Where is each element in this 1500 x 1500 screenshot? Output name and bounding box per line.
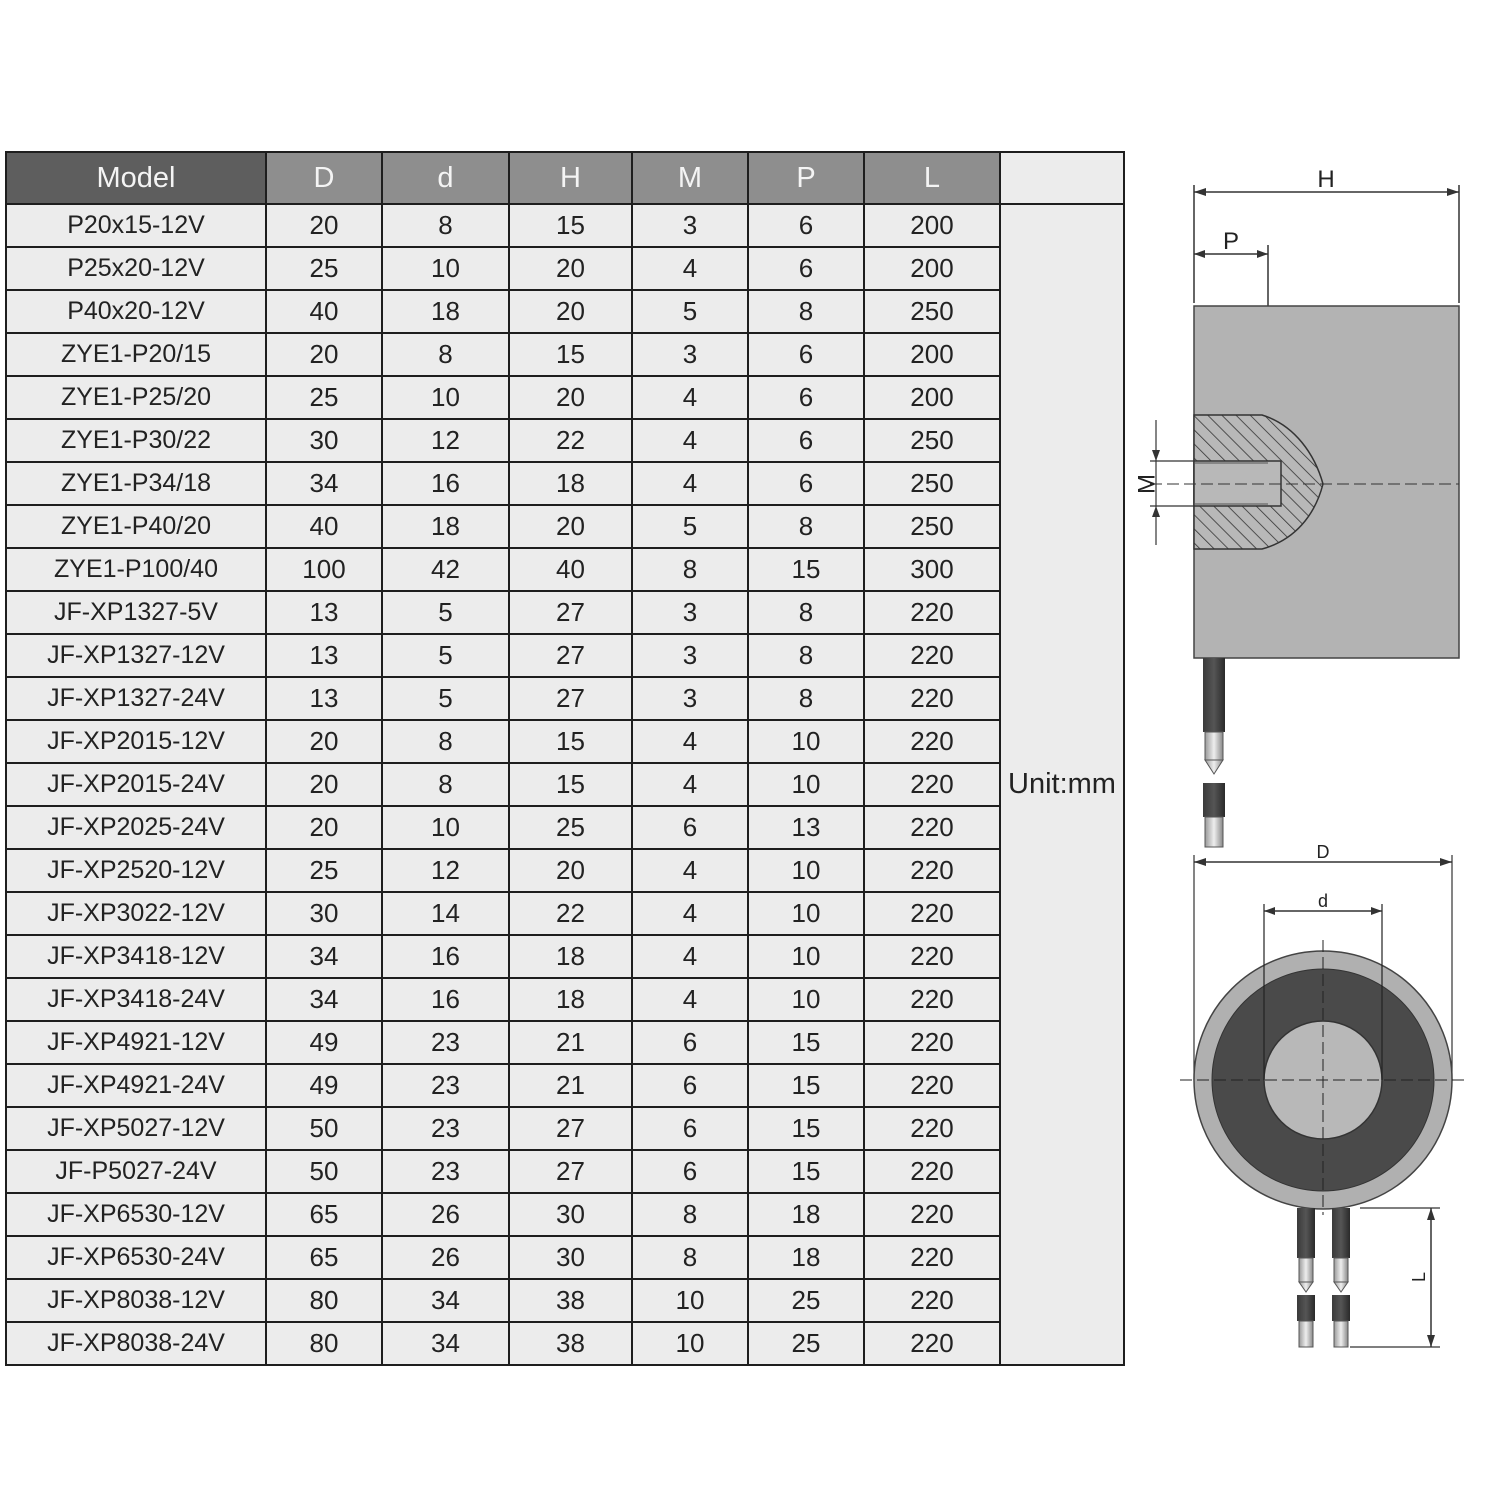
cell-M: 4 — [632, 892, 748, 935]
cell-P: 10 — [748, 849, 864, 892]
cell-D: 50 — [266, 1107, 382, 1150]
cell-D: 20 — [266, 806, 382, 849]
cell-H: 21 — [509, 1021, 632, 1064]
cell-P: 8 — [748, 677, 864, 720]
cell-M: 8 — [632, 548, 748, 591]
cell-M: 8 — [632, 1236, 748, 1279]
header-P: P — [748, 152, 864, 204]
cell-P: 15 — [748, 1064, 864, 1107]
cell-D: 49 — [266, 1021, 382, 1064]
table-row — [6, 290, 1124, 333]
label-D: D — [1316, 842, 1330, 862]
cell-D: 40 — [266, 290, 382, 333]
cell-H: 30 — [509, 1193, 632, 1236]
cell-d: 34 — [382, 1279, 509, 1322]
label-P: P — [1222, 228, 1240, 255]
cell-D: 34 — [266, 935, 382, 978]
cell-H: 18 — [509, 462, 632, 505]
cell-L: 200 — [864, 376, 1000, 419]
cell-L: 220 — [864, 763, 1000, 806]
cell-L: 220 — [864, 1021, 1000, 1064]
cell-L: 220 — [864, 1064, 1000, 1107]
cell-D: 20 — [266, 763, 382, 806]
cell-d: 23 — [382, 1021, 509, 1064]
cell-M: 6 — [632, 1064, 748, 1107]
cell-d: 10 — [382, 806, 509, 849]
table-row — [6, 247, 1124, 290]
label-H: H — [1317, 166, 1335, 193]
cell-H: 22 — [509, 892, 632, 935]
cell-D: 49 — [266, 1064, 382, 1107]
cell-H: 27 — [509, 634, 632, 677]
cell-d: 8 — [382, 204, 509, 247]
cell-L: 220 — [864, 677, 1000, 720]
cell-D: 25 — [266, 376, 382, 419]
cell-P: 10 — [748, 935, 864, 978]
table-row — [6, 720, 1124, 763]
cell-d: 18 — [382, 290, 509, 333]
cell-P: 8 — [748, 290, 864, 333]
cell-H: 27 — [509, 1150, 632, 1193]
cell-H: 15 — [509, 763, 632, 806]
table-row — [6, 505, 1124, 548]
cell-M: 5 — [632, 290, 748, 333]
cell-L: 220 — [864, 1279, 1000, 1322]
cell-P: 18 — [748, 1236, 864, 1279]
cell-model: ZYE1-P34/18 — [6, 462, 266, 505]
cell-D: 80 — [266, 1322, 382, 1365]
label-M: M — [1133, 474, 1161, 494]
cell-P: 6 — [748, 204, 864, 247]
cell-model: ZYE1-P25/20 — [6, 376, 266, 419]
cell-P: 10 — [748, 720, 864, 763]
cell-M: 6 — [632, 1107, 748, 1150]
header-d: d — [382, 152, 509, 204]
table-row — [6, 1107, 1124, 1150]
cell-D: 40 — [266, 505, 382, 548]
cell-M: 4 — [632, 462, 748, 505]
cell-model: JF-P5027-24V — [6, 1150, 266, 1193]
cell-M: 6 — [632, 806, 748, 849]
cell-D: 34 — [266, 462, 382, 505]
cell-L: 220 — [864, 634, 1000, 677]
cell-H: 15 — [509, 333, 632, 376]
table-row — [6, 462, 1124, 505]
cell-d: 8 — [382, 763, 509, 806]
cell-P: 6 — [748, 419, 864, 462]
cell-d: 12 — [382, 419, 509, 462]
cell-M: 3 — [632, 333, 748, 376]
cell-P: 15 — [748, 1150, 864, 1193]
cell-D: 34 — [266, 978, 382, 1021]
cell-H: 27 — [509, 1107, 632, 1150]
cell-model: JF-XP2015-24V — [6, 763, 266, 806]
cell-d: 23 — [382, 1150, 509, 1193]
label-d: d — [1317, 891, 1329, 911]
cell-M: 4 — [632, 720, 748, 763]
cell-L: 220 — [864, 849, 1000, 892]
cell-M: 3 — [632, 204, 748, 247]
cell-L: 250 — [864, 419, 1000, 462]
cell-H: 30 — [509, 1236, 632, 1279]
cell-D: 20 — [266, 333, 382, 376]
unit-note: Unit:mm — [1000, 204, 1124, 1365]
cell-model: P20x15-12V — [6, 204, 266, 247]
cell-d: 34 — [382, 1322, 509, 1365]
cell-D: 100 — [266, 548, 382, 591]
cell-M: 3 — [632, 677, 748, 720]
table-row — [6, 1193, 1124, 1236]
cell-D: 20 — [266, 204, 382, 247]
header-M: M — [632, 152, 748, 204]
cell-L: 220 — [864, 978, 1000, 1021]
cell-model: JF-XP6530-24V — [6, 1236, 266, 1279]
cell-M: 4 — [632, 247, 748, 290]
cell-H: 21 — [509, 1064, 632, 1107]
cell-model: P40x20-12V — [6, 290, 266, 333]
cell-d: 10 — [382, 376, 509, 419]
cell-M: 4 — [632, 849, 748, 892]
cell-D: 13 — [266, 677, 382, 720]
cell-M: 6 — [632, 1021, 748, 1064]
cell-model: JF-XP6530-12V — [6, 1193, 266, 1236]
cell-P: 15 — [748, 1021, 864, 1064]
cell-d: 26 — [382, 1236, 509, 1279]
cell-d: 18 — [382, 505, 509, 548]
cell-P: 15 — [748, 1107, 864, 1150]
table-row — [6, 376, 1124, 419]
table-row — [6, 548, 1124, 591]
cell-model: JF-XP1327-24V — [6, 677, 266, 720]
cell-d: 8 — [382, 720, 509, 763]
cell-M: 4 — [632, 376, 748, 419]
cell-P: 6 — [748, 247, 864, 290]
cell-d: 16 — [382, 462, 509, 505]
cell-L: 220 — [864, 935, 1000, 978]
cell-model: JF-XP2025-24V — [6, 806, 266, 849]
cell-P: 8 — [748, 591, 864, 634]
cell-L: 220 — [864, 1193, 1000, 1236]
cell-model: ZYE1-P30/22 — [6, 419, 266, 462]
cell-M: 4 — [632, 935, 748, 978]
cell-model: JF-XP8038-12V — [6, 1279, 266, 1322]
cell-L: 220 — [864, 806, 1000, 849]
cell-H: 40 — [509, 548, 632, 591]
cell-d: 8 — [382, 333, 509, 376]
cell-d: 5 — [382, 634, 509, 677]
cell-P: 25 — [748, 1279, 864, 1322]
cell-d: 12 — [382, 849, 509, 892]
cell-L: 250 — [864, 290, 1000, 333]
cell-P: 10 — [748, 763, 864, 806]
cell-H: 18 — [509, 978, 632, 1021]
cell-L: 250 — [864, 462, 1000, 505]
cell-D: 30 — [266, 892, 382, 935]
cell-H: 22 — [509, 419, 632, 462]
cell-M: 3 — [632, 634, 748, 677]
cell-D: 25 — [266, 849, 382, 892]
side-view — [1133, 166, 1459, 847]
header-D: D — [266, 152, 382, 204]
header-blank — [1000, 152, 1124, 204]
cell-M: 10 — [632, 1322, 748, 1365]
cell-D: 13 — [266, 634, 382, 677]
cell-D: 50 — [266, 1150, 382, 1193]
cell-d: 10 — [382, 247, 509, 290]
header-L: L — [864, 152, 1000, 204]
cell-d: 23 — [382, 1107, 509, 1150]
cell-P: 13 — [748, 806, 864, 849]
cell-P: 10 — [748, 892, 864, 935]
table-row — [6, 978, 1124, 1021]
cell-L: 250 — [864, 505, 1000, 548]
table-row — [6, 763, 1124, 806]
dimension-diagram — [1125, 150, 1495, 1370]
table-row — [6, 806, 1124, 849]
cell-L: 200 — [864, 204, 1000, 247]
cell-model: JF-XP3418-24V — [6, 978, 266, 1021]
table-row — [6, 1322, 1124, 1365]
cell-model: JF-XP1327-5V — [6, 591, 266, 634]
cell-d: 5 — [382, 677, 509, 720]
cell-model: JF-XP1327-12V — [6, 634, 266, 677]
cell-model: ZYE1-P100/40 — [6, 548, 266, 591]
cell-D: 30 — [266, 419, 382, 462]
cell-P: 25 — [748, 1322, 864, 1365]
cell-H: 18 — [509, 935, 632, 978]
table-row — [6, 333, 1124, 376]
cell-L: 300 — [864, 548, 1000, 591]
cell-model: JF-XP3022-12V — [6, 892, 266, 935]
table-row — [6, 1236, 1124, 1279]
header-H: H — [509, 152, 632, 204]
table-row — [6, 1064, 1124, 1107]
cell-L: 220 — [864, 720, 1000, 763]
cell-d: 23 — [382, 1064, 509, 1107]
table-row — [6, 419, 1124, 462]
cell-H: 20 — [509, 505, 632, 548]
cell-model: JF-XP4921-24V — [6, 1064, 266, 1107]
cell-L: 220 — [864, 1107, 1000, 1150]
cell-D: 80 — [266, 1279, 382, 1322]
cell-H: 27 — [509, 591, 632, 634]
table-row — [6, 1279, 1124, 1322]
table-row — [6, 634, 1124, 677]
cell-M: 5 — [632, 505, 748, 548]
label-L: L — [1408, 1271, 1429, 1283]
cell-model: JF-XP2520-12V — [6, 849, 266, 892]
cell-P: 6 — [748, 333, 864, 376]
cell-M: 4 — [632, 419, 748, 462]
cell-model: JF-XP2015-12V — [6, 720, 266, 763]
cell-model: JF-XP8038-24V — [6, 1322, 266, 1365]
table-row — [6, 849, 1124, 892]
cell-L: 200 — [864, 333, 1000, 376]
cell-d: 14 — [382, 892, 509, 935]
table-row — [6, 935, 1124, 978]
table-row — [6, 204, 1124, 247]
cell-H: 20 — [509, 290, 632, 333]
cell-P: 6 — [748, 376, 864, 419]
cell-model: JF-XP3418-12V — [6, 935, 266, 978]
cell-H: 20 — [509, 849, 632, 892]
cell-H: 38 — [509, 1322, 632, 1365]
cell-H: 27 — [509, 677, 632, 720]
cell-P: 10 — [748, 978, 864, 1021]
cell-d: 42 — [382, 548, 509, 591]
table-row — [6, 1021, 1124, 1064]
cell-P: 8 — [748, 634, 864, 677]
table-row — [6, 1150, 1124, 1193]
top-view — [1180, 842, 1465, 1347]
table-row — [6, 591, 1124, 634]
cell-model: JF-XP5027-12V — [6, 1107, 266, 1150]
cell-H: 38 — [509, 1279, 632, 1322]
cell-M: 3 — [632, 591, 748, 634]
cell-H: 20 — [509, 376, 632, 419]
table-row — [6, 677, 1124, 720]
spec-table — [5, 151, 1125, 1366]
cell-L: 200 — [864, 247, 1000, 290]
cell-model: ZYE1-P40/20 — [6, 505, 266, 548]
cell-model: P25x20-12V — [6, 247, 266, 290]
cell-H: 15 — [509, 720, 632, 763]
cell-d: 16 — [382, 978, 509, 1021]
cell-P: 15 — [748, 548, 864, 591]
cell-P: 8 — [748, 505, 864, 548]
cell-L: 220 — [864, 1150, 1000, 1193]
table-row — [6, 892, 1124, 935]
cell-P: 6 — [748, 462, 864, 505]
cell-D: 25 — [266, 247, 382, 290]
cell-M: 10 — [632, 1279, 748, 1322]
cell-d: 26 — [382, 1193, 509, 1236]
cell-M: 4 — [632, 763, 748, 806]
cell-D: 65 — [266, 1193, 382, 1236]
cell-M: 8 — [632, 1193, 748, 1236]
cell-L: 220 — [864, 591, 1000, 634]
cell-model: ZYE1-P20/15 — [6, 333, 266, 376]
cell-D: 65 — [266, 1236, 382, 1279]
cell-H: 25 — [509, 806, 632, 849]
cell-M: 4 — [632, 978, 748, 1021]
cell-P: 18 — [748, 1193, 864, 1236]
cell-d: 5 — [382, 591, 509, 634]
cell-model: JF-XP4921-12V — [6, 1021, 266, 1064]
header-model: Model — [6, 152, 266, 204]
cell-L: 220 — [864, 1322, 1000, 1365]
cell-d: 16 — [382, 935, 509, 978]
cell-M: 6 — [632, 1150, 748, 1193]
header-row — [6, 152, 1124, 204]
cell-L: 220 — [864, 1236, 1000, 1279]
cell-L: 220 — [864, 892, 1000, 935]
cell-H: 15 — [509, 204, 632, 247]
cell-H: 20 — [509, 247, 632, 290]
cell-D: 13 — [266, 591, 382, 634]
cell-D: 20 — [266, 720, 382, 763]
